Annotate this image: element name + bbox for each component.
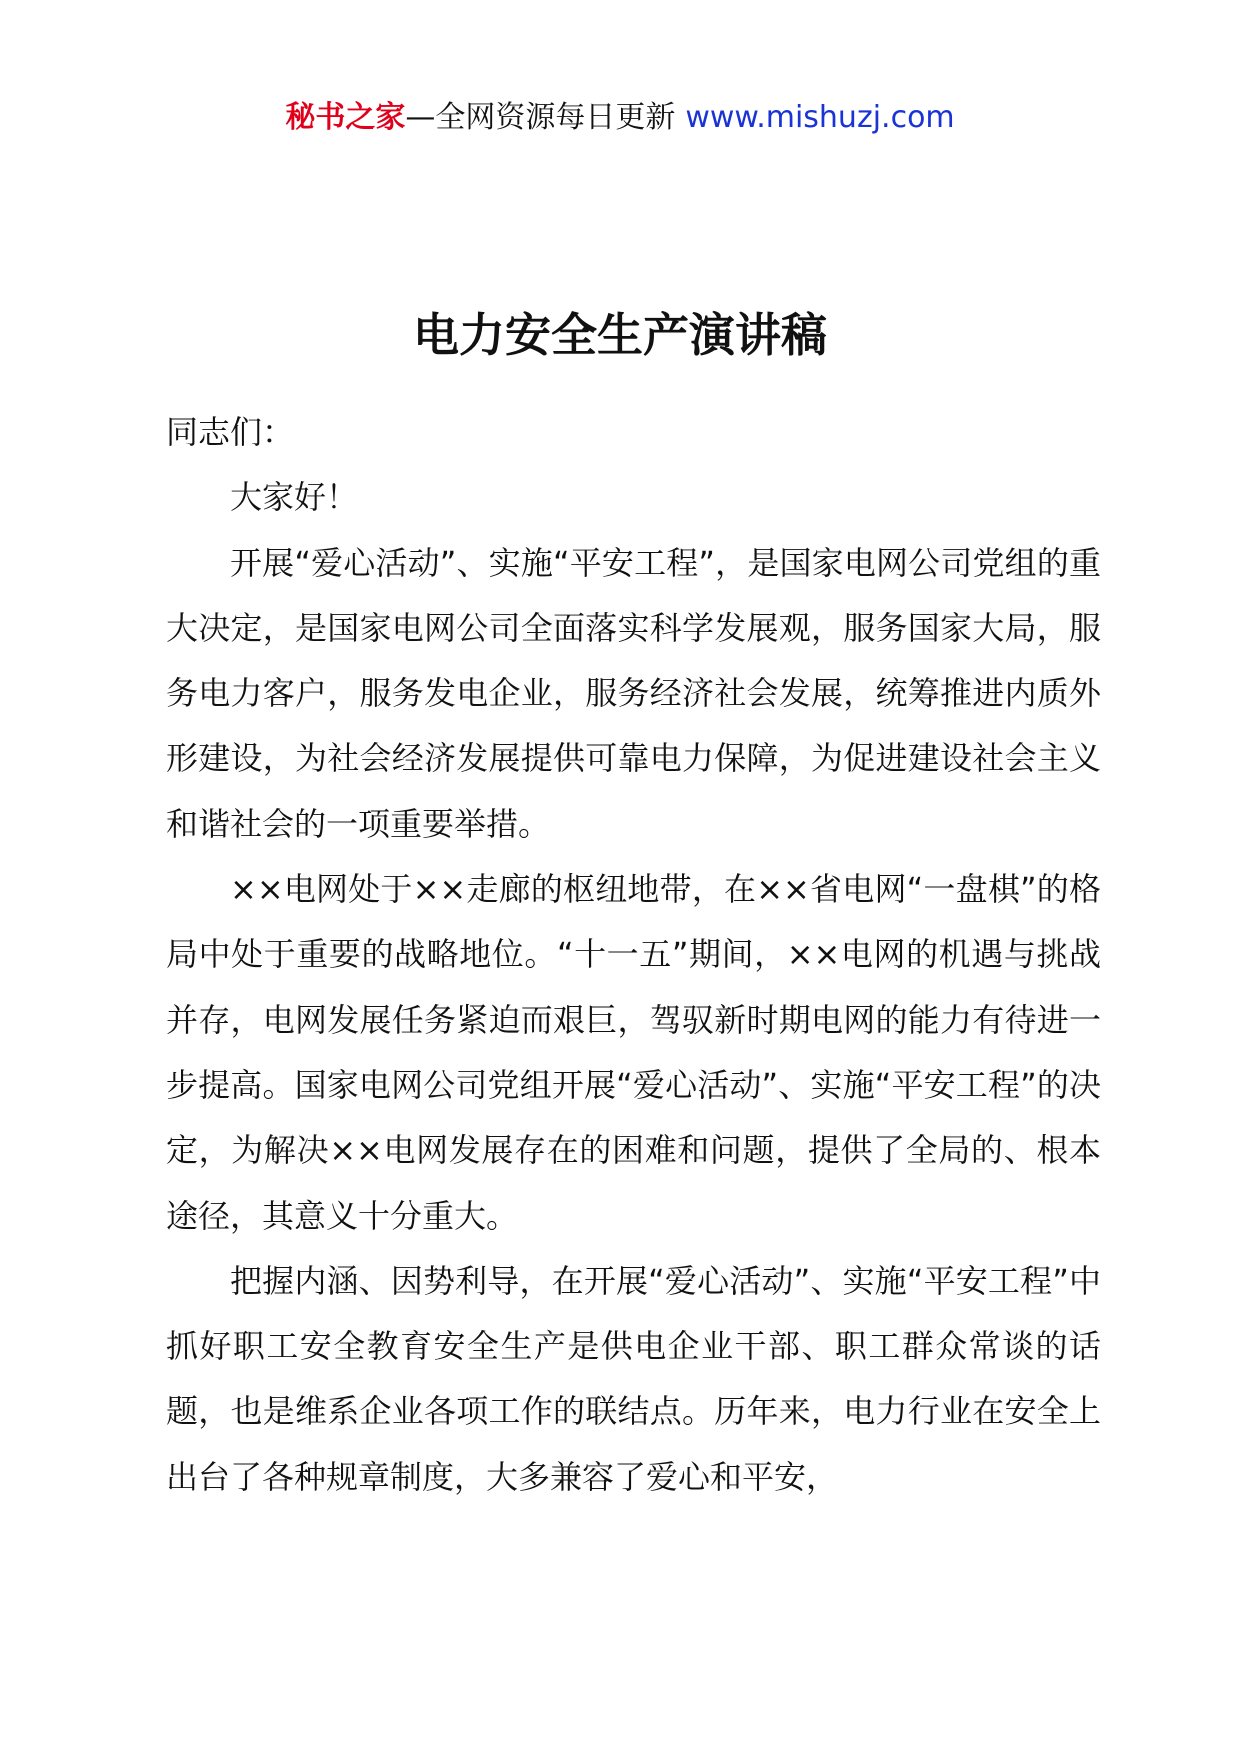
document-title: 电力安全生产演讲稿 — [413, 308, 827, 362]
paragraph-1: 开展“爱心活动”、实施“平安工程”，是国家电网公司党组的重大决定，是国家电网公司全面落实科学发展观，服务国家大局，服务电力客户，服务发电企业，服务经济社会发展，统筹推进内质外形建设，为社会经济发展提供可靠电力保障，为促进建设社会主义和谐社会的一项重要举措。 — [166, 543, 1101, 843]
brand-name: 秘书之家 — [285, 100, 406, 135]
salutation: 同志们： — [166, 413, 295, 451]
site-header — [0, 98, 1240, 138]
paragraph-greeting: 大家好！ — [230, 478, 359, 517]
site-url-link[interactable]: www.mishuzj.com — [685, 100, 955, 135]
document-body — [166, 400, 1101, 1510]
header-tagline: —全网资源每日更新 — [405, 100, 676, 135]
paragraph-3: 把握内涵、因势利导，在开展“爱心活动”、实施“平安工程”中抓好职工安全教育安全生产是供电企业干部、职工群众常谈的话题，也是维系企业各项工作的联结点。历年来，电力行业在安全上出台了各种规章制度，大多兼容了爱心和平安， — [166, 1261, 1101, 1496]
paragraph-2: ××电网处于××走廊的枢纽地带，在××省电网“一盘棋”的格局中处于重要的战略地位。“十一五”期间，××电网的机遇与挑战并存，电网发展任务紧迫而艰巨，驾驭新时期电网的能力有待进一步提高。国家电网公司党组开展“爱心活动”、实施“平安工程”的决定，为解决××电网发展存在的困难和问题，提供了全局的、根本途径，其意义十分重大。 — [166, 870, 1101, 1235]
